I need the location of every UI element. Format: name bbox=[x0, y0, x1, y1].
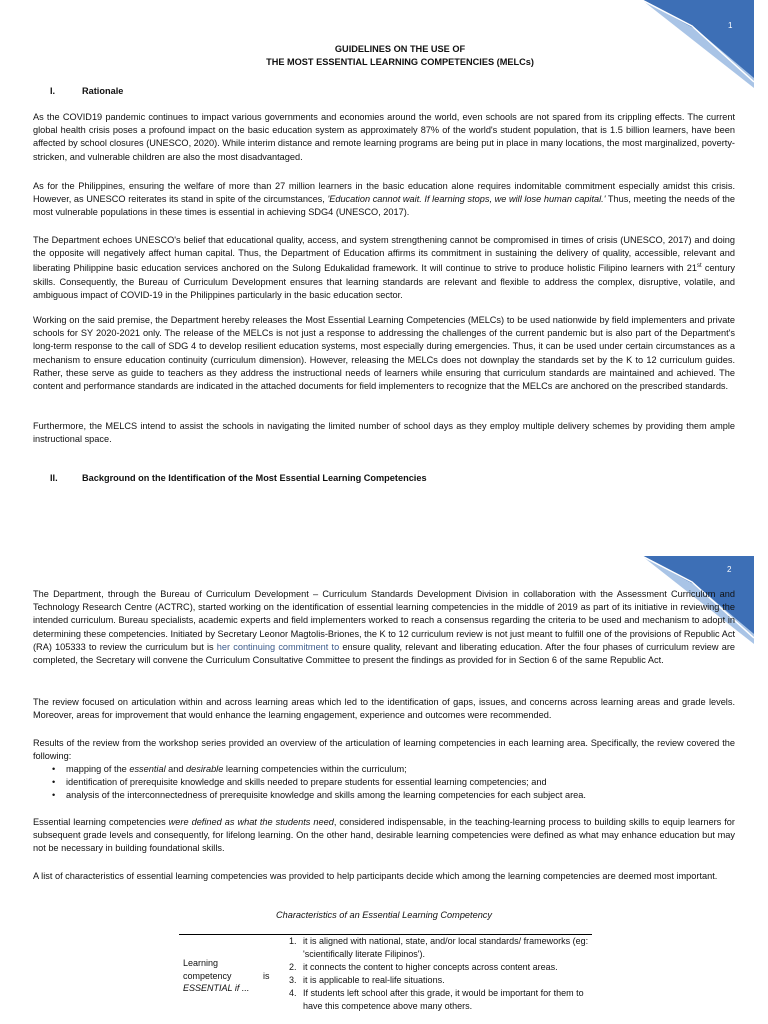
paragraph: As for the Philippines, ensuring the welfare of more than 27 million learners in the basic education alone requires indomitable commitment especially amidst this crisis. However, as UNESCO reiterates its stand in spite of the circumstances, 'Education cannot wait. If learning stops, we will lose human capital.' Thus, meeting the needs of the most vulnerable populations in these times is essential in achieving SDG4 (UNESCO, 2017). bbox=[33, 181, 735, 218]
criteria-item: 3. it is applicable to real-life situations. bbox=[289, 975, 445, 985]
paragraph: Working on the said premise, the Department hereby releases the Most Essential Learning Competencies (MELCs) to be used nationwide by field implementers and private schools for SY 2020-2021 only. The release of the MELCs is not just a response to addressing the challenges of the current pandemic but is also part of the Department's long-term response to the call of SDG 4 to develop resilient education systems, most especially during emergencies. Thus, it can be used under certain circumstances as a mechanism to ensure education continuity (curriculum dimension). However, releasing the MELCs does not downplay the standards set by the K to 12 curriculum guides. Rather, these serve as guide to teachers as they address the instructional needs of learners while ensuring that curriculum standards are maintained and achieved. The content and performance standards are indicated in the attached documents for field implementers to recognize that the MELCs are anchored on the prescribed standards. bbox=[33, 315, 735, 392]
paragraph: The Department, through the Bureau of Curriculum Development – Curriculum Standards Development Division in collaboration with the Assessment Curriculum and Technology Research Centre (ACTRC), started working on the identification of essential learning competencies in the middle of 2019 as part of its initiative in reviewing the intended curriculum. Bureau specialists, academic experts and field implementers worked to reach a consensus regarding the criteria to be used and mechanism to adopt in determining these competencies. Initiated by Secretary Leonor Magtolis-Briones, the K to 12 curriculum review is not just meant to fulfill one of the provisions of Republic Act (RA) 105333 to review the curriculum but is her continuing commitment to ensure quality, relevant and liberating education. After the four phases of curriculum review are completed, the Secretary will convene the Curriculum Consultative Committee to present the findings as provided for in Section 6 of the same Republic Act. bbox=[33, 589, 735, 666]
criteria-item: 1. it is aligned with national, state, and/or local standards/ frameworks (eg: 'scientifically literate Filipinos'). bbox=[289, 936, 589, 959]
list-item: • mapping of the essential and desirable learning competencies within the curriculum; bbox=[52, 764, 407, 774]
criteria-item: 4. If students left school after this grade, it would be important for them to have this competence above many others. bbox=[289, 988, 584, 1011]
document-title: GUIDELINES ON THE USE OF THE MOST ESSENTIAL LEARNING COMPETENCIES (MELCs) bbox=[266, 44, 534, 67]
list-item: • identification of prerequisite knowledge and skills needed to prepare students for essential learning competencies; and bbox=[52, 777, 547, 788]
table-left-cell: Learning competency is ESSENTIAL if ... bbox=[183, 958, 270, 993]
page-number: 2 bbox=[727, 565, 732, 574]
characteristics-table bbox=[179, 934, 592, 1011]
paragraph: Results of the review from the workshop series provided an overview of the articulation of learning competencies in each learning area. Specifically, the review covered the following: bbox=[33, 738, 735, 762]
paragraph: Essential learning competencies were defined as what the students need, considered indispensable, in the teaching-learning process to building skills to equip learners for subsequent grade levels and consequently, for lifelong learning. On the other hand, desirable learning competencies were defined as what may enhance education but may not be necessary in building foundational skills. bbox=[33, 817, 735, 854]
page-number: 1 bbox=[728, 21, 733, 30]
paragraph: Furthermore, the MELCS intend to assist the schools in navigating the limited number of school days as they employ multiple delivery schemes by providing them ample instructional space. bbox=[33, 421, 735, 445]
paragraph: The review focused on articulation within and across learning areas which led to the identification of gaps, issues, and concerns across learning areas and grade levels. Moreover, areas for improvement that would enhance the learning engagement, experience and outcomes were recommended. bbox=[33, 697, 735, 721]
section-heading-rationale: I. Rationale bbox=[50, 86, 124, 96]
paragraph: As the COVID19 pandemic continues to impact various governments and economies around the world, even schools are not spared from its crippling effects. The current global health crisis poses a profound impact on the basic education system as approximately 87% of the world's student population, that is 1.5 billion learners, have been affected by school closures (UNESCO, 2020). While interim distance and remote learning programs are being put in place in many locations, the most marginalized, poverty-stricken, and vulnerable children are also the most disadvantaged. bbox=[33, 112, 735, 162]
criteria-list bbox=[289, 935, 589, 1013]
paragraph: The Department echoes UNESCO's belief that educational quality, access, and system strengthening cannot be compromised in times of crisis (UNESCO, 2017) and doing the opposite will negatively affect human capital. Thus, the Department of Education affirms its commitment in sustaining the delivery of quality, accessible, relevant and liberating Philippine basic education services anchored on the Sulong Edukalidad framework. It will continue to strive to produce holistic Filipino learners with 21st century skills. Consequently, the Bureau of Curriculum Development ensures that learning standards are relevant and flexible to address the complex, disruptive, volatile, and ambiguous impact of COVID-19 in the Philippines particularly in the basic education sector. bbox=[33, 235, 735, 300]
table-caption: Characteristics of an Essential Learning Competency bbox=[275, 910, 492, 920]
criteria-item: 2. it connects the content to higher concepts across content areas. bbox=[289, 962, 558, 972]
paragraph: A list of characteristics of essential learning competencies was provided to help participants decide which among the learning competencies are deemed most important. bbox=[33, 871, 718, 881]
section-heading-background: II. Background on the Identification of the Most Essential Learning Competencies bbox=[50, 473, 427, 483]
list-item: • analysis of the interconnectedness of prerequisite knowledge and skills among the learning competencies for each subject area. bbox=[52, 790, 586, 801]
review-bullet-list bbox=[33, 763, 735, 803]
